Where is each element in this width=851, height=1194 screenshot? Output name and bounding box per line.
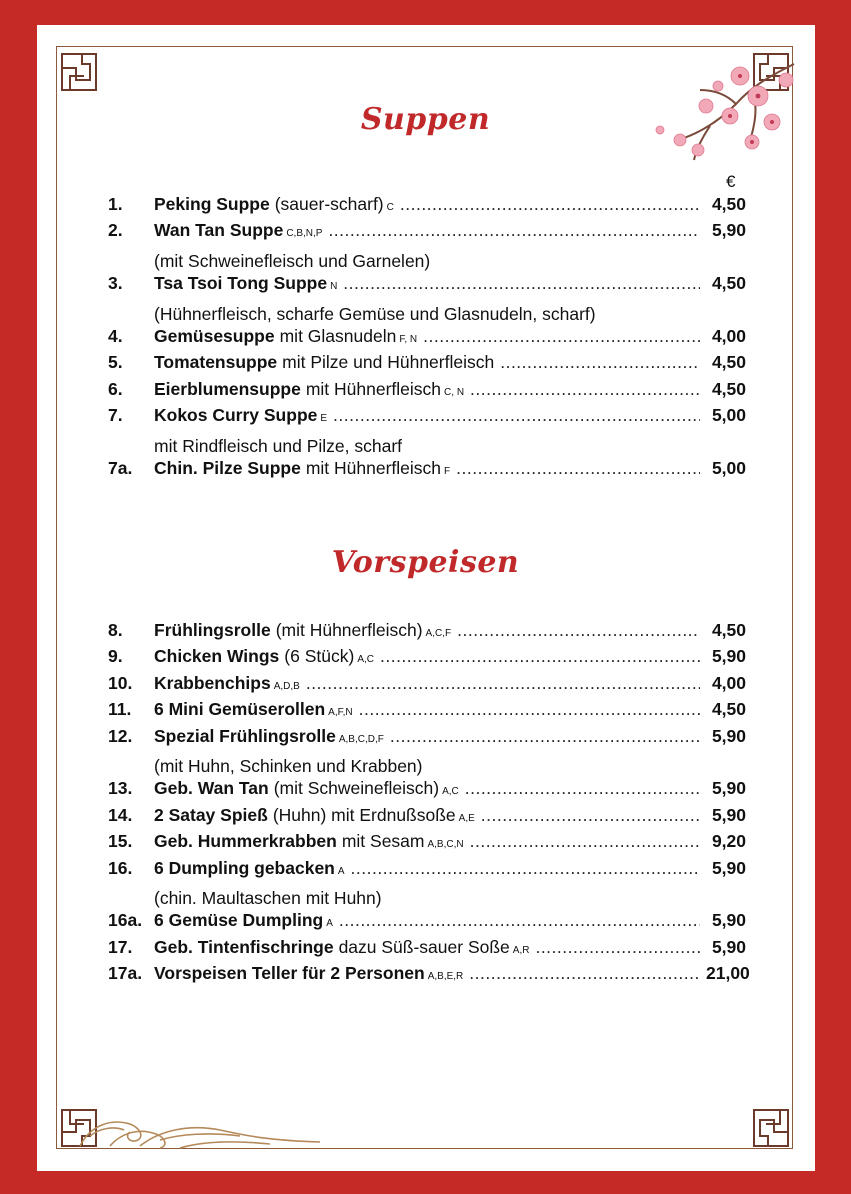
section-title-suppen: Suppen <box>360 102 491 137</box>
item-price: 5,00 <box>711 458 746 478</box>
section-title-vorspeisen: Vorspeisen <box>331 545 520 580</box>
menu-item-row: 9. Chicken Wings (6 Stück) A,C ..... 5,90 <box>108 646 746 672</box>
item-name: Geb. Wan Tan <box>154 778 269 799</box>
dot-leader <box>390 726 700 747</box>
menu-item-row: 3. Tsa Tsoi Tong Suppe N ..... 4,50 <box>108 273 746 299</box>
item-name: Spezial Frühlingsrolle <box>154 725 336 746</box>
item-subdescription: (chin. Maultaschen mit Huhn) <box>154 888 382 908</box>
dot-leader <box>343 273 700 294</box>
item-name: Krabbenchips <box>154 672 271 693</box>
item-number: 16. <box>108 857 133 878</box>
menu-item-row: 7a. Chin. Pilze Suppe mit Hühnerfleisch F ..... 5,00 <box>108 458 746 484</box>
dot-leader <box>351 858 700 879</box>
item-price: 4,00 <box>711 672 746 693</box>
item-name: Chicken Wings <box>154 646 280 667</box>
item-name: Tsa Tsoi Tong Suppe <box>154 273 328 294</box>
dot-leader <box>400 194 700 215</box>
item-number: 8. <box>108 620 123 640</box>
lattice-corner-bottom-right <box>750 1106 794 1154</box>
menu-item-row: 2. Wan Tan Suppe C,B,N,P ..... 5,90 <box>108 220 746 246</box>
item-price: 5,00 <box>711 405 746 426</box>
item-name: Frühlingsrolle <box>154 620 271 640</box>
item-name: Geb. Tintenfischringe <box>154 936 334 957</box>
dot-leader <box>380 646 700 667</box>
item-name: 6 Gemüse Dumpling <box>154 910 324 931</box>
item-description: (mit Hühnerfleisch) <box>275 620 423 640</box>
dot-leader <box>423 326 700 347</box>
item-price: 5,90 <box>711 936 746 957</box>
item-number: 3. <box>108 273 123 294</box>
menu-item-row: 16. 6 Dumpling gebacken A ..... 5,90 <box>108 858 746 884</box>
item-description: mit Pilze und Hühnerfleisch <box>282 352 495 373</box>
item-name: 6 Dumpling gebacken <box>154 857 335 878</box>
dot-leader <box>328 220 700 241</box>
item-number: 4. <box>108 326 123 346</box>
item-description: (mit Schweinefleisch) <box>273 778 440 799</box>
item-number: 15. <box>108 831 133 852</box>
item-number: 13. <box>108 778 133 799</box>
item-number: 17. <box>108 936 133 957</box>
item-price: 21,00 <box>706 963 750 984</box>
item-description: mit Glasnudeln <box>279 326 397 346</box>
menu-item-row: 8. Frühlingsrolle (mit Hühnerfleisch) A,C,F ..... 4,50 <box>108 620 746 646</box>
lattice-corner-top-left <box>56 46 100 94</box>
item-number: 7. <box>108 405 123 426</box>
menu-item-row: 6. Eierblumensuppe mit Hühnerfleisch C, N ..... 4,50 <box>108 379 746 405</box>
item-number: 14. <box>108 804 133 825</box>
item-description: dazu Süß-sauer Soße <box>338 936 510 957</box>
item-name: Kokos Curry Suppe <box>154 405 318 426</box>
item-name: Tomatensuppe <box>154 352 278 373</box>
item-price: 4,50 <box>711 273 746 294</box>
item-number: 9. <box>108 646 123 667</box>
item-price: 4,50 <box>711 352 746 373</box>
item-number: 2. <box>108 220 123 241</box>
dot-leader <box>465 778 700 799</box>
dot-leader <box>481 805 700 826</box>
dot-leader <box>333 405 700 426</box>
item-price: 4,50 <box>711 378 746 399</box>
dot-leader <box>359 699 700 720</box>
menu-item-row: 12. Spezial Frühlingsrolle A,B,C,D,F ..... 5,90 <box>108 726 746 752</box>
menu-item-row: 17a. Vorspeisen Teller für 2 Personen A,B,E,R ..... 21,00 <box>108 963 746 989</box>
item-price: 5,90 <box>711 857 746 878</box>
dot-leader <box>339 910 700 931</box>
menu-item-row: 14. 2 Satay Spieß (Huhn) mit Erdnußsoße A,E ..... 5,90 <box>108 805 746 831</box>
item-price: 4,00 <box>711 326 746 346</box>
dot-leader <box>500 352 700 373</box>
dot-leader <box>457 620 700 641</box>
item-description: (Huhn) mit Erdnußsoße <box>272 804 456 825</box>
menu-item-row: 16a. 6 Gemüse Dumpling A ..... 5,90 <box>108 910 746 936</box>
item-subdescription: mit Rindfleisch und Pilze, scharf <box>154 435 403 456</box>
item-number: 11. <box>108 699 132 720</box>
item-price: 4,50 <box>711 620 746 640</box>
item-subdescription: (mit Schweinefleisch und Garnelen) <box>154 250 431 271</box>
dot-leader <box>535 937 700 958</box>
item-description: (6 Stück) <box>284 646 355 667</box>
item-description: mit Sesam <box>341 831 425 852</box>
item-number: 1. <box>108 194 123 214</box>
item-description: mit Hühnerfleisch <box>305 378 442 399</box>
item-price: 5,90 <box>711 804 746 825</box>
menu-item-row: 11. 6 Mini Gemüserollen A,F,N ..... 4,50 <box>108 699 746 725</box>
menu-item-row <box>108 352 746 378</box>
dot-leader <box>306 673 700 694</box>
item-name: Chin. Pilze Suppe <box>154 458 301 478</box>
item-number: 5. <box>108 352 123 373</box>
item-number: 10. <box>108 672 133 693</box>
item-price: 4,50 <box>711 194 746 214</box>
menu-item-row: 13. Geb. Wan Tan (mit Schweinefleisch) A,C ..... 5,90 <box>108 778 746 804</box>
dot-leader <box>469 963 700 984</box>
dot-leader <box>470 379 700 400</box>
menu-item-row: 17. Geb. Tintenfischringe dazu Süß-sauer Soße A,R ..... 5,90 <box>108 937 746 963</box>
item-price: 5,90 <box>711 725 746 746</box>
item-subdescription: (mit Huhn, Schinken und Krabben) <box>154 756 423 776</box>
item-number: 16a. <box>108 910 143 931</box>
item-number: 17a. <box>108 963 143 984</box>
item-number: 6. <box>108 378 123 399</box>
item-name: 2 Satay Spieß <box>154 804 268 825</box>
menu-item-row: 1. Peking Suppe (sauer-scharf) C ..... 4,50 <box>108 194 746 220</box>
item-name: 6 Mini Gemüserollen <box>154 699 326 720</box>
item-number: 12. <box>108 725 133 746</box>
item-name: Eierblumensuppe <box>154 378 301 399</box>
dot-leader <box>456 458 700 479</box>
menu-item-row: 15. Geb. Hummerkrabben mit Sesam A,B,C,N ..... 9,20 <box>108 831 746 857</box>
item-name: Gemüsesuppe <box>154 326 275 346</box>
item-subdescription: (Hühnerfleisch, scharfe Gemüse und Glasnudeln, scharf) <box>154 303 596 324</box>
currency-label: € <box>726 172 736 191</box>
item-price: 5,90 <box>711 910 746 931</box>
menu-item-row: 4. Gemüsesuppe mit Glasnudeln F, N ..... 4,00 <box>108 326 746 352</box>
item-description: mit Hühnerfleisch <box>305 458 442 478</box>
item-name: Vorspeisen Teller für 2 Personen <box>154 963 425 984</box>
item-price: 5,90 <box>711 220 746 241</box>
item-price: 5,90 <box>711 778 746 799</box>
wave-pattern-decoration <box>70 1106 330 1150</box>
item-price: 4,50 <box>711 699 746 720</box>
item-price: 5,90 <box>711 646 746 667</box>
menu-item-row: 7. Kokos Curry Suppe E ..... 5,00 <box>108 405 746 431</box>
item-name: Wan Tan Suppe <box>154 220 284 241</box>
menu-item-row: 10. Krabbenchips A,D,B ..... 4,00 <box>108 673 746 699</box>
item-name: Geb. Hummerkrabben <box>154 831 337 852</box>
item-number: 7a. <box>108 458 133 478</box>
dot-leader <box>470 831 700 852</box>
item-price: 9,20 <box>711 831 746 852</box>
item-name: Peking Suppe <box>154 194 270 214</box>
item-description: (sauer-scharf) <box>274 194 384 214</box>
